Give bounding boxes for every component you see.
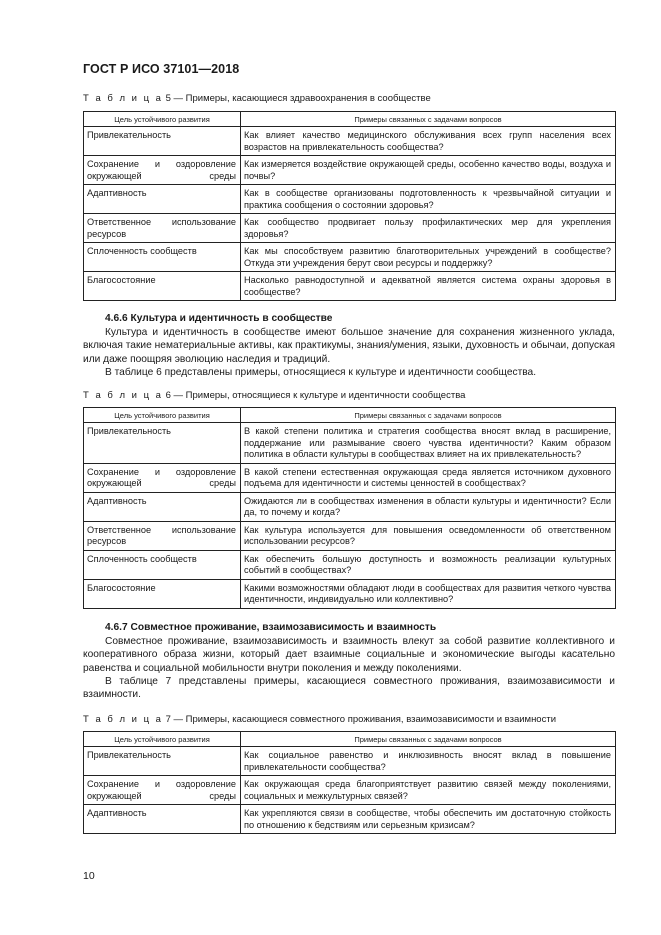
table-row (84, 185, 616, 214)
table-row (84, 776, 616, 805)
section-paragraph: В таблице 7 представлены примеры, касающиеся совместного проживания, взаимозависимости и взаимности. (83, 675, 615, 701)
section-4-6-7 (83, 621, 615, 701)
standard-header: ГОСТ Р ИСО 37101—2018 (83, 62, 240, 76)
column-header-goal: Цель устойчивого развития (84, 732, 241, 747)
column-header-questions: Примеры связанных с задачами вопросов (241, 408, 616, 423)
column-header-questions: Примеры связанных с задачами вопросов (241, 112, 616, 127)
section-heading: 4.6.7 Совместное проживание, взаимозависимость и взаимность (105, 622, 437, 633)
question-cell: Какими возможностями обладают люди в сообществах для развития четкого чувства идентичности, индивидуально или коллективно? (241, 579, 616, 608)
table-6 (83, 407, 616, 609)
question-cell: В какой степени естественная окружающая среда является источником духовного подъема для идентичности и системы ценностей в сообществах? (241, 463, 616, 492)
table-row (84, 127, 616, 156)
question-cell: Как укрепляются связи в сообществе, чтобы обеспечить им достаточную стойкость по отношению к бедствиям или серьезным кризисам? (241, 805, 616, 834)
table-row (84, 156, 616, 185)
question-cell: Как измеряется воздействие окружающей среды, особенно качество воды, воздуха и почвы? (241, 156, 616, 185)
column-header-questions: Примеры связанных с задачами вопросов (241, 732, 616, 747)
table-header-row (84, 732, 616, 747)
table-7-caption-text: 7 — Примеры, касающиеся совместного проживания, взаимозависимости и взаимности (165, 714, 557, 725)
table-7-caption (83, 714, 556, 725)
table-5-caption-text: 5 — Примеры, касающиеся здравоохранения в сообществе (165, 93, 431, 104)
section-paragraph: Культура и идентичность в сообществе имеют большое значение для сохранения жизненного уклада, включая такие нематериальные активы, как практикумы, знания/умения, языки, духовность и обычаи, допуская или даже поощряя эволюцию наследия и традиций. (83, 327, 615, 365)
question-cell: Как мы способствуем развитию благотворительных учреждений в сообществе? Откуда эти учреждения берут свои ресурсы и поддержку? (241, 243, 616, 272)
goal-cell: Адаптивность (84, 185, 241, 214)
table-6-caption-text: 6 — Примеры, относящиеся к культуре и идентичности сообщества (165, 390, 466, 401)
page-number: 10 (83, 870, 95, 882)
table-header-row (84, 112, 616, 127)
table-row (84, 550, 616, 579)
table-7-caption-label: Т а б л и ц а (83, 714, 163, 725)
goal-cell: Привлекательность (84, 747, 241, 776)
table-row (84, 423, 616, 464)
goal-cell: Сохранение и оздоровление окружающей среды (84, 463, 241, 492)
table-header-row (84, 408, 616, 423)
table-row (84, 492, 616, 521)
section-paragraph: В таблице 6 представлены примеры, относящиеся к культуре и идентичности сообщества. (105, 366, 537, 378)
table-5-caption (83, 93, 431, 104)
table-row (84, 521, 616, 550)
question-cell: Как в сообществе организованы подготовленность к чрезвычайной ситуации и практика сообщения о состоянии здоровья? (241, 185, 616, 214)
table-row (84, 214, 616, 243)
goal-cell: Адаптивность (84, 492, 241, 521)
section-heading: 4.6.6 Культура и идентичность в сообществе (105, 313, 333, 324)
column-header-goal: Цель устойчивого развития (84, 112, 241, 127)
question-cell: Как влияет качество медицинского обслуживания всех групп населения всех возрастов на привлекательность сообщества? (241, 127, 616, 156)
question-cell: Как окружающая среда благоприятствует развитию связей между поколениями, социальных и межкультурных связей? (241, 776, 616, 805)
goal-cell: Благосостояние (84, 579, 241, 608)
question-cell: Как сообщество продвигает пользу профилактических мер для укрепления здоровья? (241, 214, 616, 243)
question-cell: Как социальное равенство и инклюзивность вносят вклад в повышение привлекательности сообщества? (241, 747, 616, 776)
table-row (84, 747, 616, 776)
goal-cell: Сохранение и оздоровление окружающей среды (84, 776, 241, 805)
question-cell: Как культура используется для повышения осведомленности об ответственном использовании ресурсов? (241, 521, 616, 550)
question-cell: Насколько равнодоступной и адекватной является система охраны здоровья в сообществе? (241, 272, 616, 301)
table-row (84, 805, 616, 834)
question-cell: Как обеспечить большую доступность и возможность реализации культурных событий в сообществах? (241, 550, 616, 579)
table-5-caption-label: Т а б л и ц а (83, 93, 163, 104)
section-paragraph: Совместное проживание, взаимозависимость и взаимность влекут за собой развитие коллективного и кооперативного образа жизни, который дает взаимные социальные и экономические выгоды касательно равенства и социальной мобильности внутри поколения и между поколениями. (83, 636, 615, 674)
question-cell: Ожидаются ли в сообществах изменения в области культуры и идентичности? Если да, то почему и когда? (241, 492, 616, 521)
goal-cell: Сплоченность сообществ (84, 243, 241, 272)
goal-cell: Сплоченность сообществ (84, 550, 241, 579)
table-6-caption (83, 390, 465, 401)
column-header-goal: Цель устойчивого развития (84, 408, 241, 423)
table-row (84, 579, 616, 608)
table-5 (83, 111, 616, 301)
goal-cell: Благосостояние (84, 272, 241, 301)
table-row (84, 463, 616, 492)
goal-cell: Сохранение и оздоровление окружающей среды (84, 156, 241, 185)
table-6-caption-label: Т а б л и ц а (83, 390, 163, 401)
goal-cell: Привлекательность (84, 127, 241, 156)
goal-cell: Адаптивность (84, 805, 241, 834)
section-4-6-6 (83, 312, 615, 379)
question-cell: В какой степени политика и стратегия сообщества вносят вклад в расширение, поддержание или размывание своего чувства идентичности? Каким образом политика в области культуры в сообществах влияет на их привлекательность? (241, 423, 616, 464)
goal-cell: Привлекательность (84, 423, 241, 464)
goal-cell: Ответственное использование ресурсов (84, 521, 241, 550)
table-7 (83, 731, 616, 834)
table-row (84, 272, 616, 301)
goal-cell: Ответственное использование ресурсов (84, 214, 241, 243)
table-row (84, 243, 616, 272)
